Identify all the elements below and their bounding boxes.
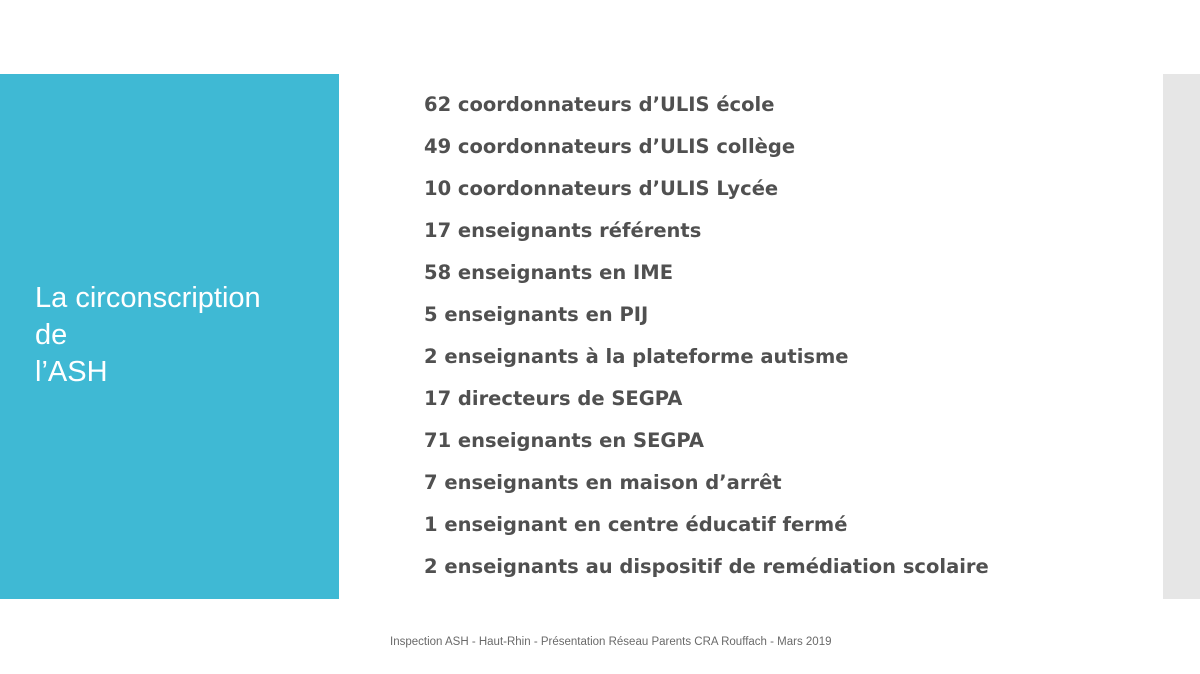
list-item: 10 coordonnateurs d’ULIS Lycée: [424, 177, 779, 200]
list-item: 2 enseignants au dispositif de remédiation scolaire: [424, 555, 989, 578]
list-item: 2 enseignants à la plateforme autisme: [424, 345, 849, 368]
list-item: 17 enseignants référents: [424, 219, 702, 242]
list-item: 49 coordonnateurs d’ULIS collège: [424, 135, 796, 158]
list-item: 7 enseignants en maison d’arrêt: [424, 471, 782, 494]
content-list: [424, 84, 989, 588]
decorative-side-bar: [1163, 74, 1200, 599]
slide-footer: Inspection ASH - Haut-Rhin - Présentation Réseau Parents CRA Rouffach - Mars 2019: [390, 636, 832, 648]
slide-title: La circonscription de l’ASH: [35, 282, 261, 388]
list-item: 71 enseignants en SEGPA: [424, 429, 705, 452]
list-item: 1 enseignant en centre éducatif fermé: [424, 513, 848, 536]
list-item: 62 coordonnateurs d’ULIS école: [424, 93, 775, 116]
list-item: 5 enseignants en PIJ: [424, 303, 649, 326]
list-item: 17 directeurs de SEGPA: [424, 387, 683, 410]
list-item: 58 enseignants en IME: [424, 261, 674, 284]
